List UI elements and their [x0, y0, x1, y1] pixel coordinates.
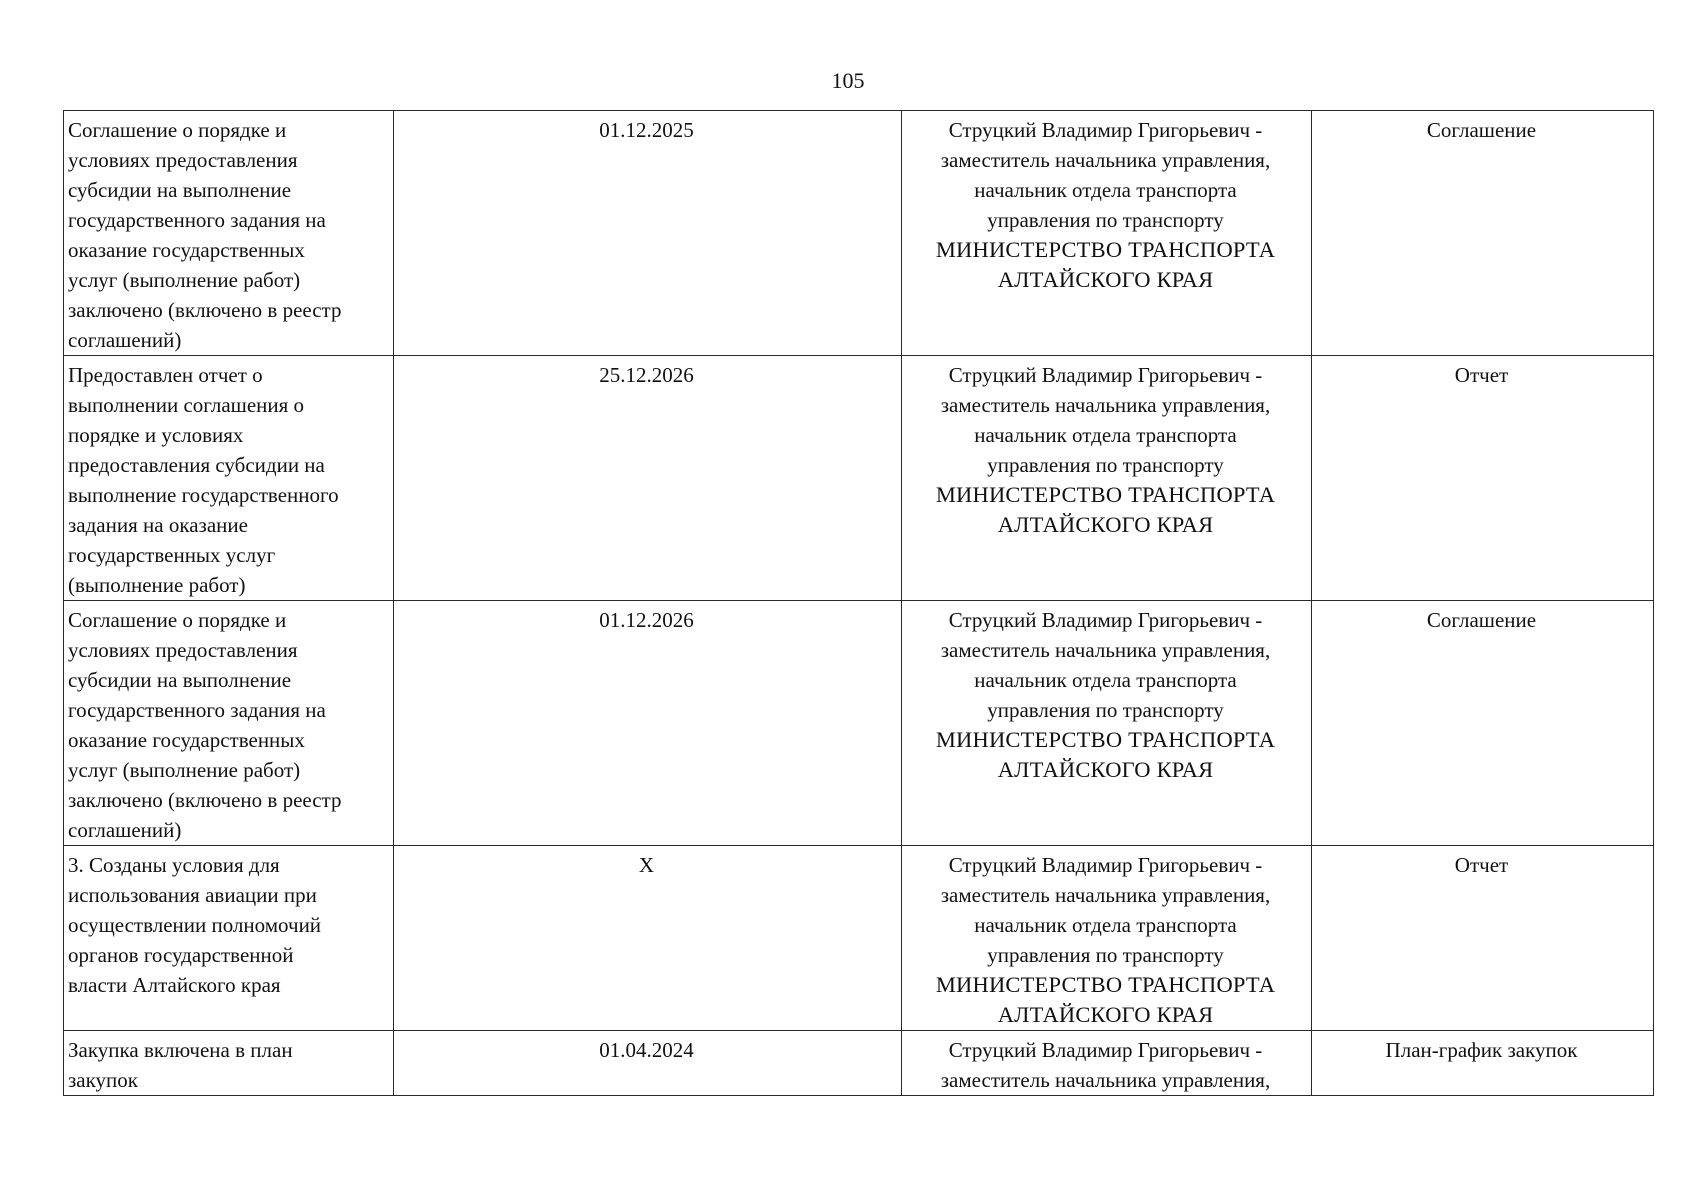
description-line: Предоставлен отчет о: [68, 363, 263, 387]
description-line: Закупка включена в план: [68, 1038, 293, 1062]
description-line: условиях предоставления: [68, 148, 298, 172]
responsible-organization: АЛТАЙСКОГО КРАЯ: [997, 512, 1214, 537]
description-line: Соглашение о порядке и: [68, 118, 287, 142]
description-line: услуг (выполнение работ): [68, 268, 301, 292]
responsible-department: начальник отдела транспорта: [974, 423, 1237, 447]
document-type-cell: Отчет: [1312, 356, 1654, 601]
description-line: соглашений): [68, 328, 182, 352]
description-line: условиях предоставления: [68, 638, 298, 662]
description-line: 3. Созданы условия для: [68, 853, 280, 877]
responsible-organization: МИНИСТЕРСТВО ТРАНСПОРТА: [935, 482, 1276, 507]
description-line: закупок: [68, 1068, 138, 1092]
document-type-cell: Соглашение: [1312, 111, 1654, 356]
table-row: [64, 846, 1654, 1031]
responsible-division: управления по транспорту: [987, 943, 1224, 967]
table-row: [64, 111, 1654, 356]
date-cell: 01.12.2025: [394, 111, 902, 356]
responsible-organization: МИНИСТЕРСТВО ТРАНСПОРТА: [935, 972, 1276, 997]
responsible-cell: [902, 1031, 1312, 1096]
responsible-position: заместитель начальника управления,: [940, 148, 1271, 172]
responsible-name: Струцкий Владимир Григорьевич -: [948, 118, 1263, 142]
responsible-department: начальник отдела транспорта: [974, 913, 1237, 937]
responsible-division: управления по транспорту: [987, 453, 1224, 477]
date-cell: 25.12.2026: [394, 356, 902, 601]
responsible-organization: АЛТАЙСКОГО КРАЯ: [997, 757, 1214, 782]
description-line: органов государственной: [68, 943, 294, 967]
responsible-name: Струцкий Владимир Григорьевич -: [948, 1038, 1263, 1062]
responsible-division: управления по транспорту: [987, 698, 1224, 722]
description-line: предоставления субсидии на: [68, 453, 325, 477]
responsible-cell: [902, 846, 1312, 1031]
responsible-position: заместитель начальника управления,: [940, 883, 1271, 907]
responsible-division: управления по транспорту: [987, 208, 1224, 232]
description-line: осуществлении полномочий: [68, 913, 322, 937]
description-line: заключено (включено в реестр: [68, 788, 342, 812]
description-line: государственного задания на: [68, 698, 326, 722]
description-line: заключено (включено в реестр: [68, 298, 342, 322]
responsible-position: заместитель начальника управления,: [940, 638, 1271, 662]
description-line: власти Алтайского края: [68, 973, 281, 997]
description-line: (выполнение работ): [68, 573, 246, 597]
description-line: государственного задания на: [68, 208, 326, 232]
description-line: субсидии на выполнение: [68, 668, 292, 692]
responsible-organization: МИНИСТЕРСТВО ТРАНСПОРТА: [935, 727, 1276, 752]
responsible-department: начальник отдела транспорта: [974, 668, 1237, 692]
responsible-cell: [902, 601, 1312, 846]
responsible-organization: АЛТАЙСКОГО КРАЯ: [997, 1002, 1214, 1027]
description-line: оказание государственных: [68, 238, 305, 262]
responsible-cell: [902, 111, 1312, 356]
description-line: использования авиации при: [68, 883, 317, 907]
date-cell: 01.04.2024: [394, 1031, 902, 1096]
description-line: Соглашение о порядке и: [68, 608, 287, 632]
description-line: порядке и условиях: [68, 423, 244, 447]
date-cell: 01.12.2026: [394, 601, 902, 846]
date-cell: X: [394, 846, 902, 1031]
document-type-cell: Отчет: [1312, 846, 1654, 1031]
description-cell: [64, 1031, 394, 1096]
responsible-organization: АЛТАЙСКОГО КРАЯ: [997, 267, 1214, 292]
description-cell: [64, 111, 394, 356]
description-cell: [64, 356, 394, 601]
description-line: выполнении соглашения о: [68, 393, 305, 417]
table-row: [64, 601, 1654, 846]
responsible-position: заместитель начальника управления,: [940, 1068, 1271, 1092]
document-type-cell: План-график закупок: [1312, 1031, 1654, 1096]
description-line: задания на оказание: [68, 513, 248, 537]
responsible-position: заместитель начальника управления,: [940, 393, 1271, 417]
responsible-name: Струцкий Владимир Григорьевич -: [948, 363, 1263, 387]
responsible-organization: МИНИСТЕРСТВО ТРАНСПОРТА: [935, 237, 1276, 262]
description-line: государственных услуг: [68, 543, 276, 567]
table-row: [64, 1031, 1654, 1096]
responsible-department: начальник отдела транспорта: [974, 178, 1237, 202]
document-type-cell: Соглашение: [1312, 601, 1654, 846]
description-line: оказание государственных: [68, 728, 305, 752]
responsible-name: Струцкий Владимир Григорьевич -: [948, 853, 1263, 877]
responsible-name: Струцкий Владимир Григорьевич -: [948, 608, 1263, 632]
schedule-table: [63, 110, 1654, 1096]
description-cell: [64, 601, 394, 846]
table-row: [64, 356, 1654, 601]
page-number: 105: [831, 68, 865, 93]
description-line: услуг (выполнение работ): [68, 758, 301, 782]
responsible-cell: [902, 356, 1312, 601]
description-line: выполнение государственного: [68, 483, 339, 507]
description-cell: [64, 846, 394, 1031]
description-line: соглашений): [68, 818, 182, 842]
description-line: субсидии на выполнение: [68, 178, 292, 202]
